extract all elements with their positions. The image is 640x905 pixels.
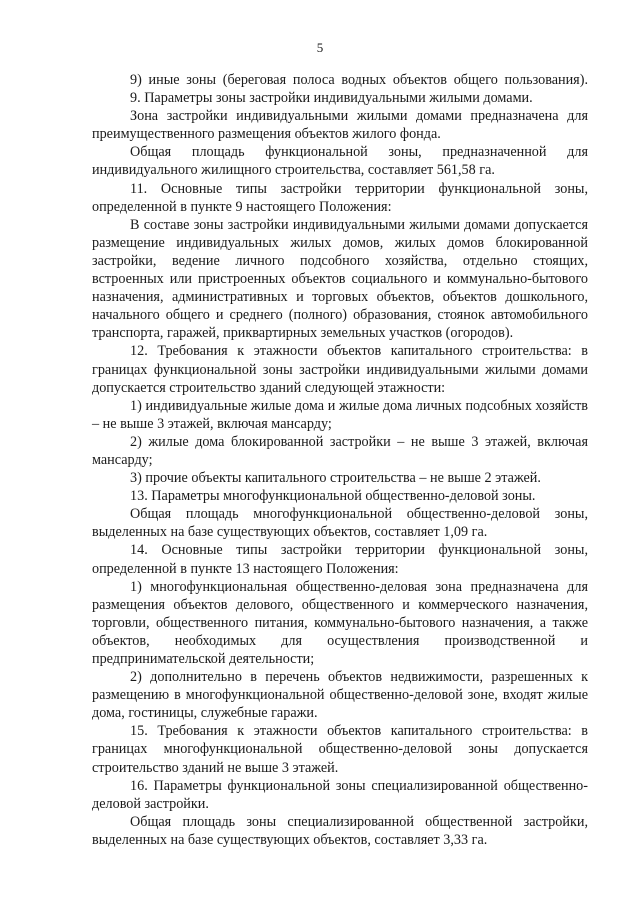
paragraph-heading-11: 11. Основные типы застройки территории функциональной зоны, определенной в пункте 9 настоящего Положения: <box>92 180 588 215</box>
paragraph-permitted-uses: В составе зоны застройки индивидуальными жилыми домами допускается размещение индивидуальных жилых домов, жилых домов блокированной застройки, ведение личного подсобного хозяйства, отдельно стоящих, встроенных или пристроенных объектов социального и коммунально-бытового назначения, административных и торговых объектов, объектов дошкольного, начального общего и среднего (полного) образования, стоянок автомобильного транспорта, гаражей, приквартирных земельных участков (огородов). <box>92 216 588 342</box>
paragraph-area-business: Общая площадь многофункциональной общественно-деловой зоны, выделенных на базе существующих объектов, составляет 1,09 га. <box>92 506 588 541</box>
list-item-2-blocked-houses: 2) жилые дома блокированной застройки – не выше 3 этажей, включая мансарду; <box>92 433 588 468</box>
list-item-1-business-zone: 1) многофункциональная общественно-деловая зона предназначена для размещения объектов делового, общественного и коммерческого назначения, торговли, общественного питания, коммунально-бытового назначения, а также объектов, необходимых для осуществления производственной и предпринимательской деятельности; <box>92 578 588 667</box>
paragraph-heading-9: 9. Параметры зоны застройки индивидуальными жилыми домами. <box>130 90 533 107</box>
list-item-1-individual-houses: 1) индивидуальные жилые дома и жилые дома личных подсобных хозяйств – не выше 3 этажей, включая мансарду; <box>92 397 588 432</box>
paragraph-heading-16: 16. Параметры функциональной зоны специализированной общественно-деловой застройки. <box>92 777 588 812</box>
paragraph-heading-14: 14. Основные типы застройки территории функциональной зоны, определенной в пункте 13 настоящего Положения: <box>92 542 588 577</box>
paragraph-heading-15: 15. Требования к этажности объектов капитального строительства: в границах многофункциональной общественно-деловой зоны допускается строительство зданий не выше 3 этажей. <box>92 723 588 776</box>
list-item-2-additional-objects: 2) дополнительно в перечень объектов недвижимости, разрешенных к размещению в многофункциональной общественно-деловой зоне, входят жилые дома, гостиницы, служебные гаражи. <box>92 669 588 722</box>
paragraph-other-zones: 9) иные зоны (береговая полоса водных объектов общего пользования). <box>130 72 588 88</box>
page-number: 5 <box>316 40 324 55</box>
document-body <box>92 71 588 849</box>
paragraph-zone-purpose: Зона застройки индивидуальными жилыми домами предназначена для преимущественного размещения объектов жилого фонда. <box>92 108 588 143</box>
paragraph-area-individual: Общая площадь функциональной зоны, предназначенной для индивидуального жилищного строительства, составляет 561,58 га. <box>92 144 588 179</box>
paragraph-heading-12: 12. Требования к этажности объектов капитального строительства: в границах функциональной зоны застройки индивидуальными жилыми домами допускается строительство зданий следующей этажности: <box>92 343 588 396</box>
paragraph-area-specialized: Общая площадь зоны специализированной общественной застройки, выделенных на базе существующих объектов, составляет 3,33 га. <box>92 813 588 848</box>
list-item-3-other-objects: 3) прочие объекты капитального строительства – не выше 2 этажей. <box>130 470 541 487</box>
paragraph-heading-13: 13. Параметры многофункциональной общественно-деловой зоны. <box>130 488 536 505</box>
